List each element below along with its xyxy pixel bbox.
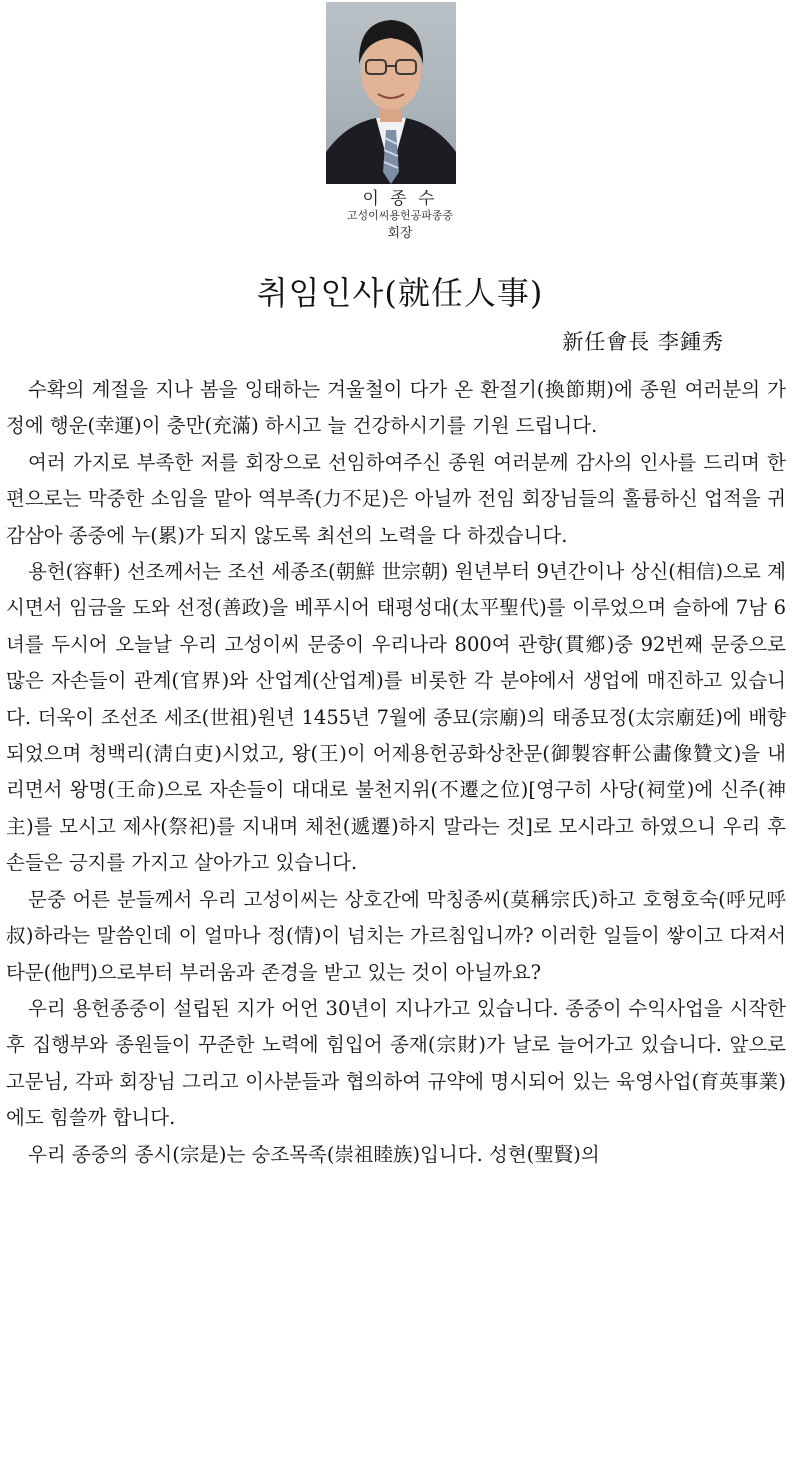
portrait-name: 이 종 수	[362, 189, 438, 209]
portrait-photo	[326, 2, 456, 184]
article-body	[6, 372, 786, 1173]
author-byline: 新任會長 李鍾秀	[562, 330, 724, 354]
paragraph: 문중 어른 분들께서 우리 고성이씨는 상호간에 막칭종씨(莫稱宗氏)하고 호형호숙(呼兄呼叔)하라는 말씀인데 이 얼마나 정(情)이 넘치는 가르침입니까? 이러한 일들이 쌓이고 다져서 타문(他門)으로부터 부러움과 존경을 받고 있는 것이 아닐까요?	[6, 887, 786, 984]
paragraph: 수확의 계절을 지나 봄을 잉태하는 겨울철이 다가 온 환절기(換節期)에 종원 여러분의 가정에 행운(幸運)이 충만(充滿) 하시고 늘 건강하시기를 기원 드립니다.	[6, 378, 786, 438]
portrait-role: 회장	[387, 226, 413, 241]
portrait-organization: 고성이씨용헌공파종중	[346, 209, 454, 222]
paragraph: 우리 종중의 종시(宗是)는 숭조목족(崇祖睦族)입니다. 성현(聖賢)의	[28, 1142, 600, 1166]
page-title: 취임인사(就任人事)	[256, 274, 544, 312]
paragraph: 용헌(容軒) 선조께서는 조선 세종조(朝鮮 世宗朝) 원년부터 9년간이나 상신(相信)으로 계시면서 임금을 도와 선정(善政)을 베푸시어 태평성대(太平聖代)를 이루었으며 슬하에 7남 6녀를 두시어 오늘날 우리 고성이씨 문중이 우리나라 800여 관향(貫鄕)중 92번째 문중으로 많은 자손들이 관계(官界)와 산업계(산업계)를 비롯한 각 분야에서 생업에 매진하고 있습니다. 더욱이 조선조 세조(世祖)원년 1455년 7월에 종묘(宗廟)의 태종묘정(太宗廟廷)에 배향되었으며 청백리(淸白吏)시었고, 왕(王)이 어제용헌공화상찬문(御製容軒公畵像贊文)을 내리면서 왕명(王命)으로 자손들이 대대로 불천지위(不遷之位)[영구히 사당(祠堂)에 신주(神主)를 모시고 제사(祭祀)를 지내며 체천(遞遷)하지 말라는 것]로 모시라고 하였으니 우리 후손들은 긍지를 가지고 살아가고 있습니다.	[6, 560, 786, 875]
paragraph: 우리 용헌종중이 설립된 지가 어언 30년이 지나가고 있습니다. 종중이 수익사업을 시작한 후 집행부와 종원들이 꾸준한 노력에 힘입어 종재(宗財)가 날로 늘어가고 있습니다. 앞으로 고문님, 각파 회장님 그리고 이사분들과 협의하여 규약에 명시되어 있는 육영사업(育英事業)에도 힘쓸까 합니다.	[6, 996, 786, 1130]
paragraph: 여러 가지로 부족한 저를 회장으로 선임하여주신 종원 여러분께 감사의 인사를 드리며 한편으로는 막중한 소임을 맡아 역부족(力不足)은 아닐까 전임 회장님들의 훌륭하신 업적을 귀감삼아 종중에 누(累)가 되지 않도록 최선의 노력을 다 하겠습니다.	[6, 450, 786, 547]
